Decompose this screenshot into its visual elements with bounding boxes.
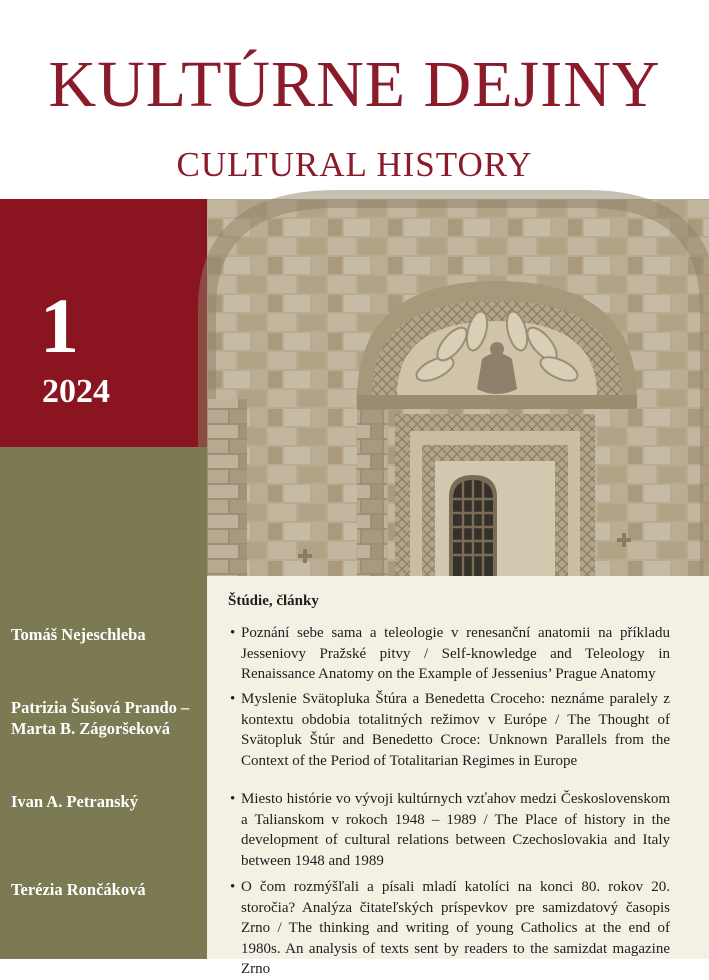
issue-block (0, 199, 207, 447)
author-line: Patrizia Šušová Prando – (11, 698, 190, 717)
bullet-icon: • (230, 691, 236, 707)
article-entry (230, 877, 670, 980)
author-line: Marta B. Zágoršeková (11, 719, 171, 738)
author-line: Tomáš Nejeschleba (11, 625, 146, 644)
masthead (0, 0, 709, 199)
article-text: Poznání sebe sama a teleologie v renesanční anatomii na příkladu Jesseniovy Pražské pitvy / Self-knowledge and Teleology in Renaissance Anatomy on the Example of Jessenius’ Prague Anatomy (241, 625, 670, 682)
cover-photo (207, 199, 709, 576)
church-facade-image (207, 199, 709, 576)
journal-title: KULTÚRNE DEJINY (48, 48, 661, 121)
issue-number: 1 (40, 282, 79, 369)
article-entry (230, 789, 670, 871)
article-entry (230, 689, 670, 771)
author-line: Ivan A. Petranský (11, 792, 138, 811)
article-text: Myslenie Svätopluka Štúra a Benedetta Croceho: neznáme paralely z kontextu obdobia totalitných režimov v Európe / The Thought of Svätopluk Štúr and Benedetto Croce: Unknown Parallels from the Context of the Period of Totalitarian Regimes in Europe (241, 691, 670, 769)
article-entry (230, 623, 670, 685)
author-name (11, 791, 138, 812)
author-line: Terézia Rončáková (11, 880, 146, 899)
bullet-icon: • (230, 879, 236, 895)
author-name (11, 697, 189, 739)
bullet-icon: • (230, 625, 236, 641)
article-text: Miesto histórie vo vývoji kultúrnych vzťahov medzi Československom a Talianskom v rokoch 1948 – 1989 / The Place of history in the development of cultural relations between Czechoslovakia and Italy between 1948 and 1989 (241, 791, 670, 869)
author-name (11, 624, 146, 645)
journal-subtitle: CULTURAL HISTORY (176, 145, 533, 184)
issue-year: 2024 (42, 373, 110, 410)
article-text: O čom rozmýšľali a písali mladí katolíci na konci 80. rokov 20. storočia? Analýza čitateľských príspevkov pre samizdatový časopis Zrno / The thinking and writing of young Catholics at the end of 1980s. An analysis of texts sent by readers to the samizdat magazine Zrno (241, 879, 670, 977)
bullet-icon: • (230, 791, 236, 807)
section-heading: Štúdie, články (228, 593, 319, 609)
author-name (11, 879, 146, 900)
